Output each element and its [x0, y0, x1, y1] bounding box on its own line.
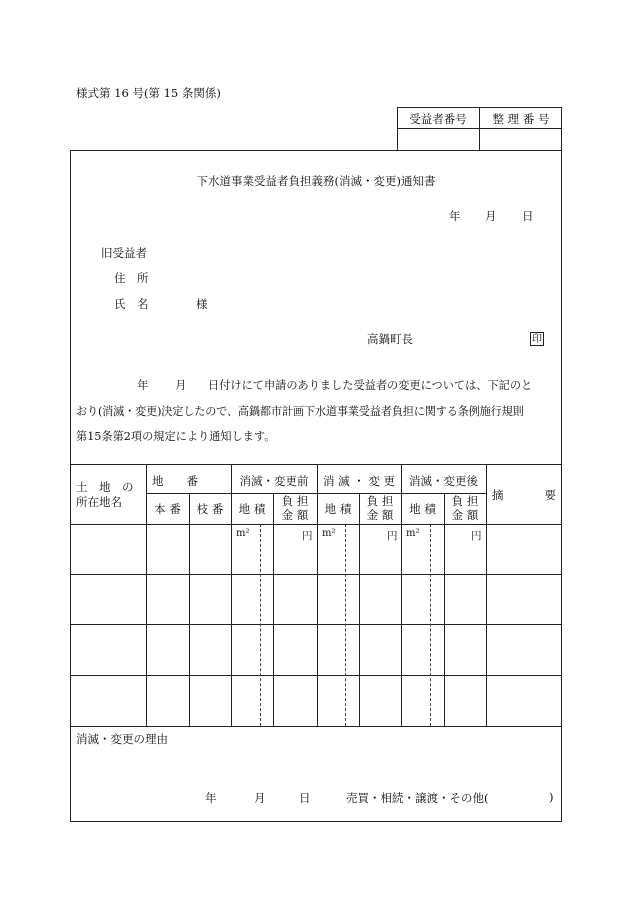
col-line-2 — [189, 493, 190, 726]
col-line-4 — [273, 493, 274, 726]
header-area-before: 地 積 — [238, 502, 266, 516]
body-line3: 第15条第2項の規定により通知します。 — [76, 430, 276, 443]
row-line-1 — [70, 574, 562, 575]
reason-label: 消滅・変更の理由 — [76, 732, 168, 746]
header-burden-after — [444, 494, 486, 522]
reason-year: 年 — [205, 791, 217, 805]
table-bottom-line — [70, 726, 562, 727]
header-area-change: 地 積 — [324, 502, 352, 516]
address-label: 住 所 — [114, 271, 149, 285]
document-title: 下水道事業受益者負担義務(消滅・変更)通知書 — [196, 174, 436, 188]
dashed-line-1 — [260, 524, 261, 726]
row-line-3 — [70, 675, 562, 676]
burden-after-2: 金 額 — [451, 508, 479, 522]
unit-yen-change: 円 — [387, 530, 398, 542]
reason-month: 月 — [254, 791, 266, 805]
header-change: 消 滅 ・ 変 更 — [322, 474, 396, 488]
burden-before-2: 金 額 — [281, 508, 309, 522]
burden-change-2: 金 額 — [366, 508, 394, 522]
honorific: 様 — [196, 297, 208, 311]
body-year: 年 — [137, 378, 149, 392]
col-line-8 — [444, 493, 445, 726]
reason-options: 売買・相続・譲渡・その他( — [346, 791, 489, 805]
header-honban: 本 番 — [154, 502, 181, 516]
date-year: 年 — [449, 209, 461, 223]
table-top-line — [70, 464, 562, 465]
body-month: 月 — [175, 378, 187, 392]
row-line-2 — [70, 624, 562, 625]
header-before: 消滅・変更前 — [239, 474, 309, 488]
reason-day: 日 — [299, 791, 311, 805]
dashed-line-3 — [430, 524, 431, 726]
table-header-bottom — [70, 524, 562, 525]
header-after: 消滅・変更後 — [409, 474, 478, 488]
date-day: 日 — [522, 209, 534, 223]
col-line-9 — [486, 464, 487, 726]
date-month: 月 — [485, 209, 497, 223]
unit-yen-after: 円 — [471, 530, 482, 542]
body-line1: 日付けにて申請のありました受益者の変更については、下記のと — [208, 379, 533, 392]
sender-name: 高鍋町長 — [367, 332, 413, 346]
header-burden-before — [273, 494, 317, 522]
header-burden-change — [359, 494, 401, 522]
unit-area-after: m² — [406, 528, 420, 539]
beneficiary-number-label: 受益者番号 — [409, 112, 467, 126]
burden-change-1: 負 担 — [366, 494, 394, 508]
body-line2: おり(消滅・変更)決定したので、高鍋都市計画下水道事業受益者負担に関する条例施行規則 — [76, 405, 524, 418]
recipient-label: 旧受益者 — [101, 246, 147, 260]
unit-area-before: m² — [236, 528, 250, 539]
form-number: 様式第 16 号(第 15 条関係) — [76, 86, 221, 100]
dashed-line-2 — [345, 524, 346, 726]
burden-after-1: 負 担 — [451, 494, 479, 508]
burden-before-1: 負 担 — [281, 494, 309, 508]
header-area-after: 地 積 — [409, 502, 436, 516]
seal-mark: 印 — [532, 334, 542, 345]
header-remarks — [492, 487, 556, 503]
header-location-1: 土 地 の — [76, 480, 134, 494]
header-remarks-text: 摘 要 — [492, 488, 556, 502]
header-location-2: 所在地名 — [76, 495, 122, 509]
unit-yen-before: 円 — [302, 530, 313, 542]
reference-number-label: 整 理 番 号 — [492, 112, 550, 126]
col-line-6 — [359, 493, 360, 726]
name-label: 氏 名 — [114, 297, 149, 311]
header-edaban: 枝 番 — [196, 502, 224, 516]
unit-area-change: m² — [322, 528, 336, 539]
header-chiban-text: 地 番 — [152, 474, 198, 488]
reason-close-paren: ) — [549, 790, 554, 804]
